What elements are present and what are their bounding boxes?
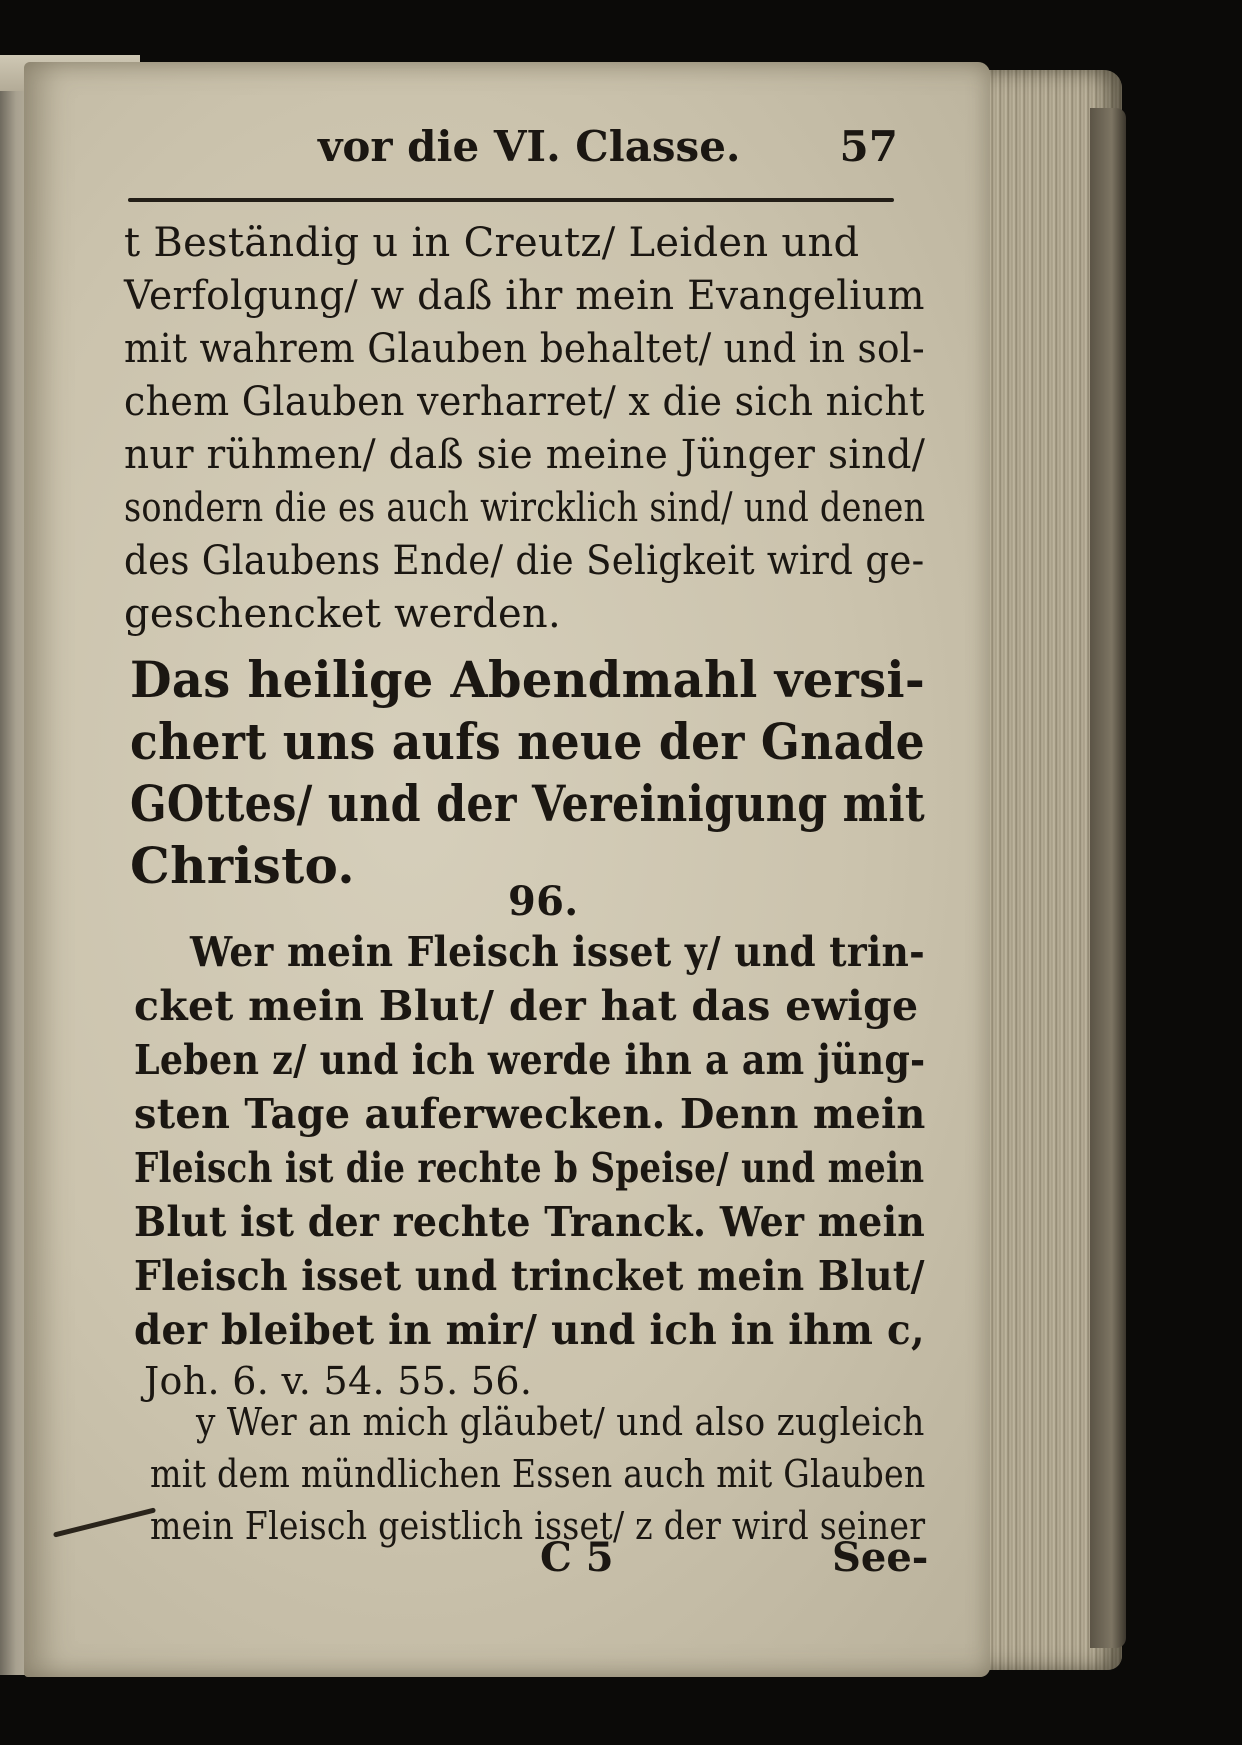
section-heading-line: Das heilige Abendmahl versi- — [130, 650, 926, 709]
scripture-reference: Joh. 6. v. 54. 55. 56. — [144, 1359, 533, 1403]
body-line: des Glaubens Ende/ die Seligkeit wird ge- — [124, 538, 925, 584]
body-line: nur rühmen/ daß sie meine Jünger sind/ — [124, 432, 926, 478]
ink-stroke-mark — [53, 1507, 156, 1537]
verse-line: cket mein Blut/ der hat das ewige — [134, 982, 919, 1030]
body-line: sondern die es auch wircklich sind/ und denen — [124, 485, 926, 531]
section-heading-line: GOttes/ und der Vereinigung mit — [130, 774, 925, 833]
page-number: 57 — [839, 122, 898, 171]
note-line: mit dem mündlichen Essen auch mit Glauben — [150, 1452, 926, 1496]
note-line: mein Fleisch geistlich isset/ z der wird seiner — [150, 1504, 926, 1548]
catchword: See- — [832, 1534, 929, 1581]
verse-line: Fleisch ist die rechte b Speise/ und mein — [134, 1144, 925, 1192]
body-line: t Beständig u in Creutz/ Leiden und — [124, 220, 860, 266]
section-heading-line: Christo. — [130, 836, 356, 895]
section-heading-line: chert uns aufs neue der Gnade — [130, 712, 925, 771]
header-rule — [128, 198, 894, 202]
verse-line: Blut ist der rechte Tranck. Wer mein — [134, 1198, 926, 1246]
body-line: chem Glauben verharret/ x die sich nicht — [124, 379, 925, 425]
body-line: mit wahrem Glauben behaltet/ und in sol- — [124, 326, 925, 372]
verse-line: der bleibet in mir/ und ich in ihm c, — [134, 1306, 925, 1354]
verse-line: sten Tage auferwecken. Denn mein — [134, 1090, 926, 1138]
question-number: 96. — [508, 878, 579, 925]
note-line: y Wer an mich gläubet/ und also zugleich — [196, 1400, 925, 1444]
signature-mark: C 5 — [540, 1534, 614, 1581]
verse-line: Leben z/ und ich werde ihn a am jüng- — [134, 1036, 926, 1084]
verse-line: Fleisch isset und trincket mein Blut/ — [134, 1252, 925, 1300]
verse-line: Wer mein Fleisch isset y/ und trin- — [190, 928, 925, 976]
running-title: vor die VI. Classe. — [318, 122, 741, 171]
body-line: Verfolgung/ w daß ihr mein Evangelium — [124, 273, 925, 319]
body-line: geschencket werden. — [124, 591, 561, 637]
